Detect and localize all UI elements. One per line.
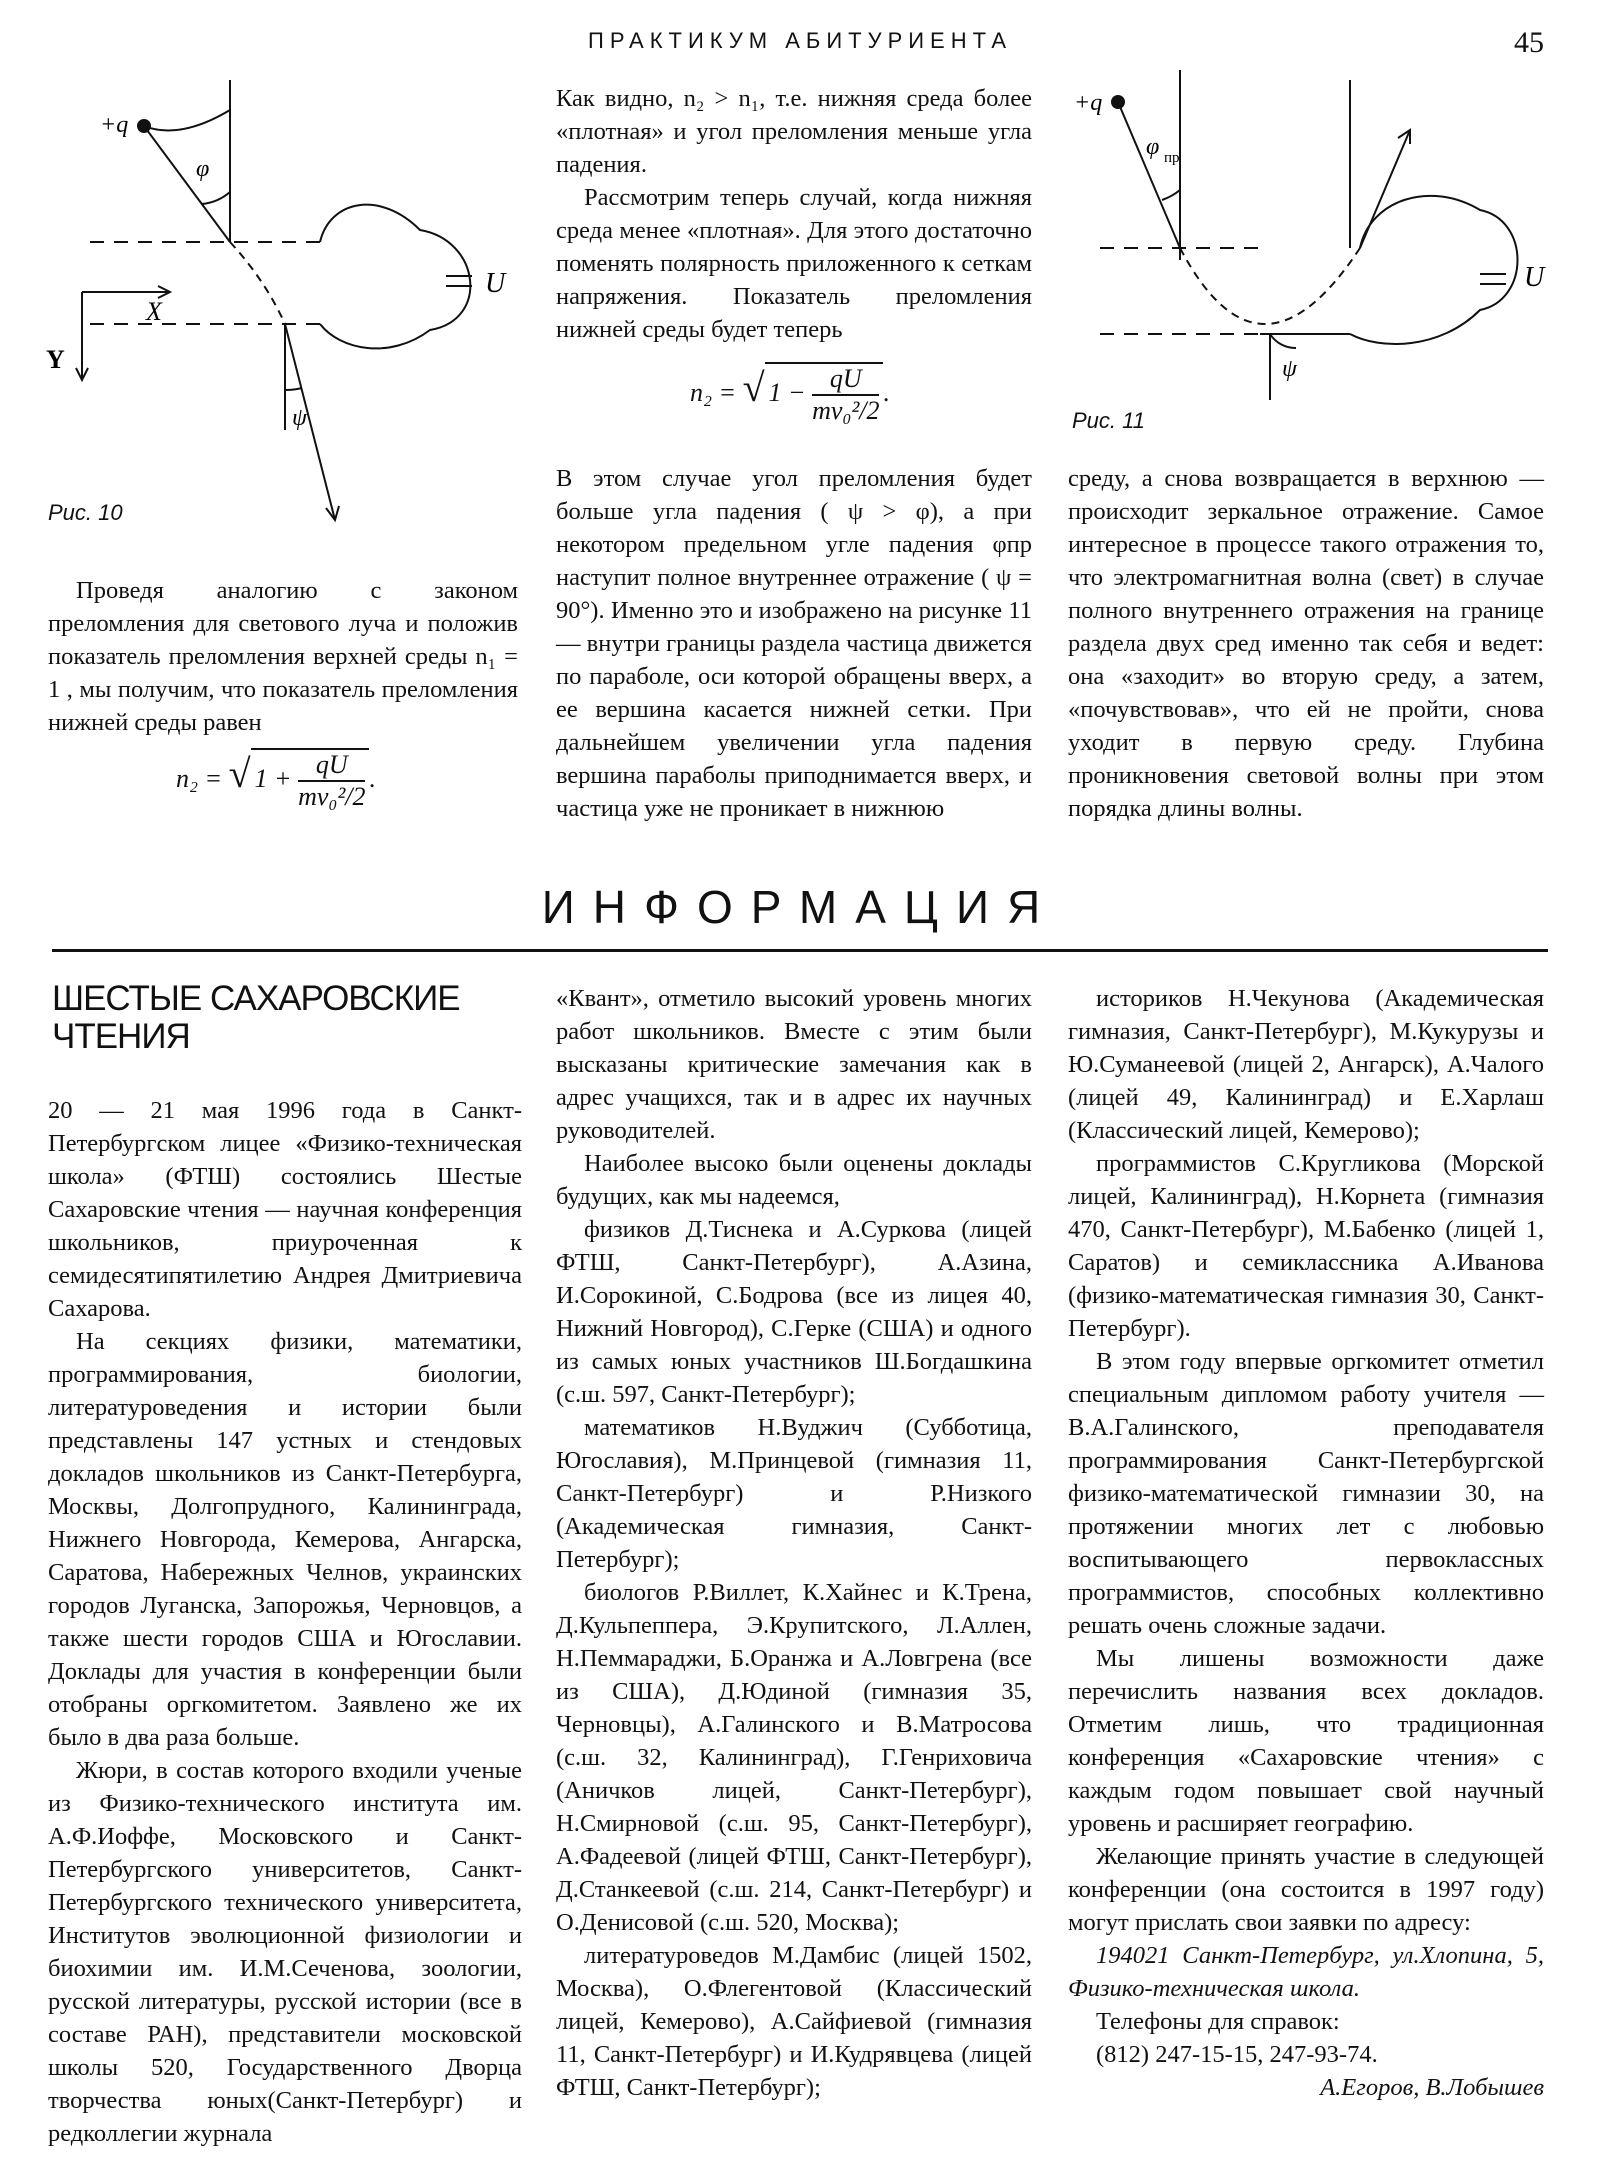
section-title: ИНФОРМАЦИЯ [541, 881, 1059, 933]
charge-label: +q [100, 112, 129, 138]
axis-x-label: X [146, 297, 162, 326]
paragraph: В этом году впервые оргкомитет отметил специальным дипломом работу учителя — В.А.Галинского, преподавателя программирования Санкт-Петербургской физико-математической гимназии 30, на протяжении многих лет с любовью воспитывающего первоклассных программистов, способных коллективно решать очень сложные задачи. [1068, 1348, 1544, 1639]
paragraph: «Квант», отметило высокий уровень многих работ школьников. Вместе с этим были высказаны критические замечания как в адрес учащихся, так и в адрес их научных руководителей. [556, 985, 1032, 1144]
paragraph: историков Н.Чекунова (Академическая гимназия, Санкт-Петербург), М.Кукурузы и Ю.Суманеевой (лицей 2, Ангарск), А.Чалого (лицей 49, Калининград) и Е.Харлаш (Классический лицей, Кемерово); [1068, 985, 1544, 1144]
paragraph: Наиболее высоко были оценены доклады будущих, как мы надеемся, [556, 1150, 1032, 1210]
physics-middle-column-2 [556, 462, 1032, 825]
info-column-2 [556, 982, 1032, 2104]
paragraph: биологов Р.Виллет, К.Хайнес и К.Трена, Д.Кульпеппера, Э.Крупитского, Л.Аллен, Н.Пеммараджи, Б.Оранжа и А.Ловгрена (все из США), Д.Юдиной (гимназия 35, Черновцы), А.Галинского и В.Матросова (с.ш. 32, Калининград), Г.Генриховича (Аничков лицей, Санкт-Петербург), Н.Смирновой (с.ш. 95, Санкт-Петербург), А.Фадеевой (лицей ФТШ, Санкт-Петербург), Д.Станкеевой (с.ш. 214, Санкт-Петербург) и О.Денисовой (с.ш. 520, Москва); [556, 1579, 1032, 1936]
paragraph: На секциях физики, математики, программирования, биологии, литературоведения и истории были представлены 147 устных и стендовых докладов школьников из Санкт-Петербурга, Москвы, Долгопрудного, Калининграда, Нижнего Новгорода, Кемерова, Ангарска, Саратова, Набережных Челнов, украинских городов Луганска, Запорожья, Черновцов, а также шести городов США и Югославии. Доклады для участия в конференции были отобраны оргкомитетом. Заявлено же их было в два раза больше. [48, 1328, 522, 1751]
angle-psi: ψ [292, 405, 307, 431]
paragraph: Мы лишены возможности даже перечислить названия всех докладов. Отметим лишь, что традиционная конференция «Сахаровские чтения» с каждым годом повышает свой научный уровень и расширяет географию. [1068, 1645, 1544, 1837]
article-title: ШЕСТЫЕ САХАРОВСКИЕ ЧТЕНИЯ [52, 979, 460, 1056]
address: 194021 Санкт-Петербург, ул.Хлопина, 5, Физико-техническая школа. [1068, 1942, 1544, 2002]
paragraph: физиков Д.Тиснека и А.Суркова (лицей ФТШ, Санкт-Петербург), А.Азина, И.Сорокиной, С.Бодрова (все из лицея 40, Нижний Новгород), С.Герке (США) и одного из самых юных участников Ш.Богдашкина (с.ш. 597, Санкт-Петербург); [556, 1216, 1032, 1408]
page-number: 45 [1514, 26, 1544, 59]
svg-text:ψ: ψ [1282, 356, 1297, 382]
figure-10-caption: Рис. 10 [48, 500, 123, 525]
authors: А.Егоров, В.Лобышев [1320, 2074, 1544, 2101]
paragraph: Желающие принять участие в следующей конференции (она состоится в 1997 году) могут прислать свои заявки по адресу: [1068, 1843, 1544, 1936]
svg-text:φ: φ [1146, 134, 1160, 160]
physics-right-column [1068, 462, 1544, 825]
axis-y-label: Y [46, 345, 65, 374]
paragraph: программистов С.Кругликова (Морской лицей, Калининград), Н.Корнета (гимназия 470, Санкт-Петербург), М.Бабенко (лицей 1, Саратов) и семиклассника А.Иванова (физико-математическая гимназия 30, Санкт-Петербург). [1068, 1150, 1544, 1342]
svg-text:+q: +q [1074, 90, 1103, 116]
svg-text:U: U [1524, 262, 1545, 293]
formula-n2-minus: n₂ = √ 1 − $\frac{qU}{\text{mv₀²/2}}$ . [690, 364, 890, 425]
phones: (812) 247-15-15, 247-93-74. [1096, 2041, 1378, 2068]
paragraph: В этом случае угол преломления будет больше угла падения ( ψ > φ), а при некотором предельном угле падения φпр наступит полное внутреннее отражение ( ψ = 90°). Именно это и изображено на рисунке 11 — внутри границы раздела частица движется по параболе, оси которой обращены вверх, а ее вершина касается нижней сетки. При дальнейшем увеличении угла падения вершина параболы приподнимается вверх, и частица уже не проникает в нижнюю [556, 465, 1032, 822]
paragraph: математиков Н.Вуджич (Субботица, Югославия), М.Принцевой (гимназия 11, Санкт-Петербург) и Р.Низкого (Академическая гимназия, Санкт-Петербург); [556, 1414, 1032, 1573]
figure-11-caption: Рис. 11 [1072, 408, 1145, 433]
paragraph: среду, а снова возвращается в верхнюю — происходит зеркальное отражение. Самое интересное в процессе такого отражения то, что электромагнитная волна (свет) в случае полного внутреннего отражения на границе раздела двух сред именно так себя и ведет: она «заходит» во вторую среду, а затем, «почувствовав», что ей не пройти, снова уходит в первую среду. Глубина проникновения световой волны при этом порядка длины волны. [1068, 465, 1544, 822]
phones-label: Телефоны для справок: [1096, 2008, 1340, 2035]
info-column-3 [1068, 982, 1544, 2104]
physics-left-column [48, 574, 518, 739]
paragraph: Жюри, в состав которого входили ученые из Физико-технического института им. А.Ф.Иоффе, Московского и Санкт-Петербургского университетов, Санкт-Петербургского технического университета, Институтов эволюционной физиологии и биохимии им. И.М.Сеченова, зоологии, русской литературы, русской истории (все в составе РАН), представители московской школы 520, Государственного Дворца творчества юных(Санкт-Петербург) и редколлегии журнала [48, 1757, 522, 2147]
paragraph: литературоведов М.Дамбис (лицей 1502, Москва), О.Флегентовой (Классический лицей, Кемерово), А.Сайфиевой (гимназия 11, Санкт-Петербург) и И.Кудрявцева (лицей ФТШ, Санкт-Петербург); [556, 1942, 1032, 2101]
voltage-label: U [485, 268, 506, 299]
running-header: ПРАКТИКУМ АБИТУРИЕНТА [588, 28, 1012, 53]
info-column-1 [48, 1094, 522, 2150]
figure-11 [1060, 70, 1560, 410]
svg-text:пр: пр [1164, 150, 1180, 166]
figure-10 [40, 80, 540, 540]
physics-middle-column [556, 82, 1032, 346]
formula-n2-plus: n₂ = √ 1 + $\frac{qU}{\text{mv₀²/2}}$ . [176, 750, 376, 811]
paragraph: Как видно, n₂ > n₁, т.е. нижняя среда более «плотная» и угол преломления меньше угла падения. [556, 85, 1032, 178]
paragraph: 20 — 21 мая 1996 года в Санкт-Петербургском лицее «Физико-техническая школа» (ФТШ) состоялись Шестые Сахаровские чтения — научная конференция школьников, приуроченная к семидесятипятилетию Андрея Дмитриевича Сахарова. [48, 1097, 522, 1322]
paragraph: Проведя аналогию с законом преломления для светового луча и положив показатель преломления верхней среды n₁ = 1 , мы получим, что показатель преломления нижней среды равен [48, 577, 518, 736]
incident-ray [144, 126, 230, 242]
paragraph: Рассмотрим теперь случай, когда нижняя среда менее «плотная». Для этого достаточно поменять полярность приложенного к сеткам напряжения. Показатель преломления нижней среды будет теперь [556, 184, 1032, 343]
section-rule [52, 949, 1548, 952]
angle-phi: φ [196, 156, 210, 182]
